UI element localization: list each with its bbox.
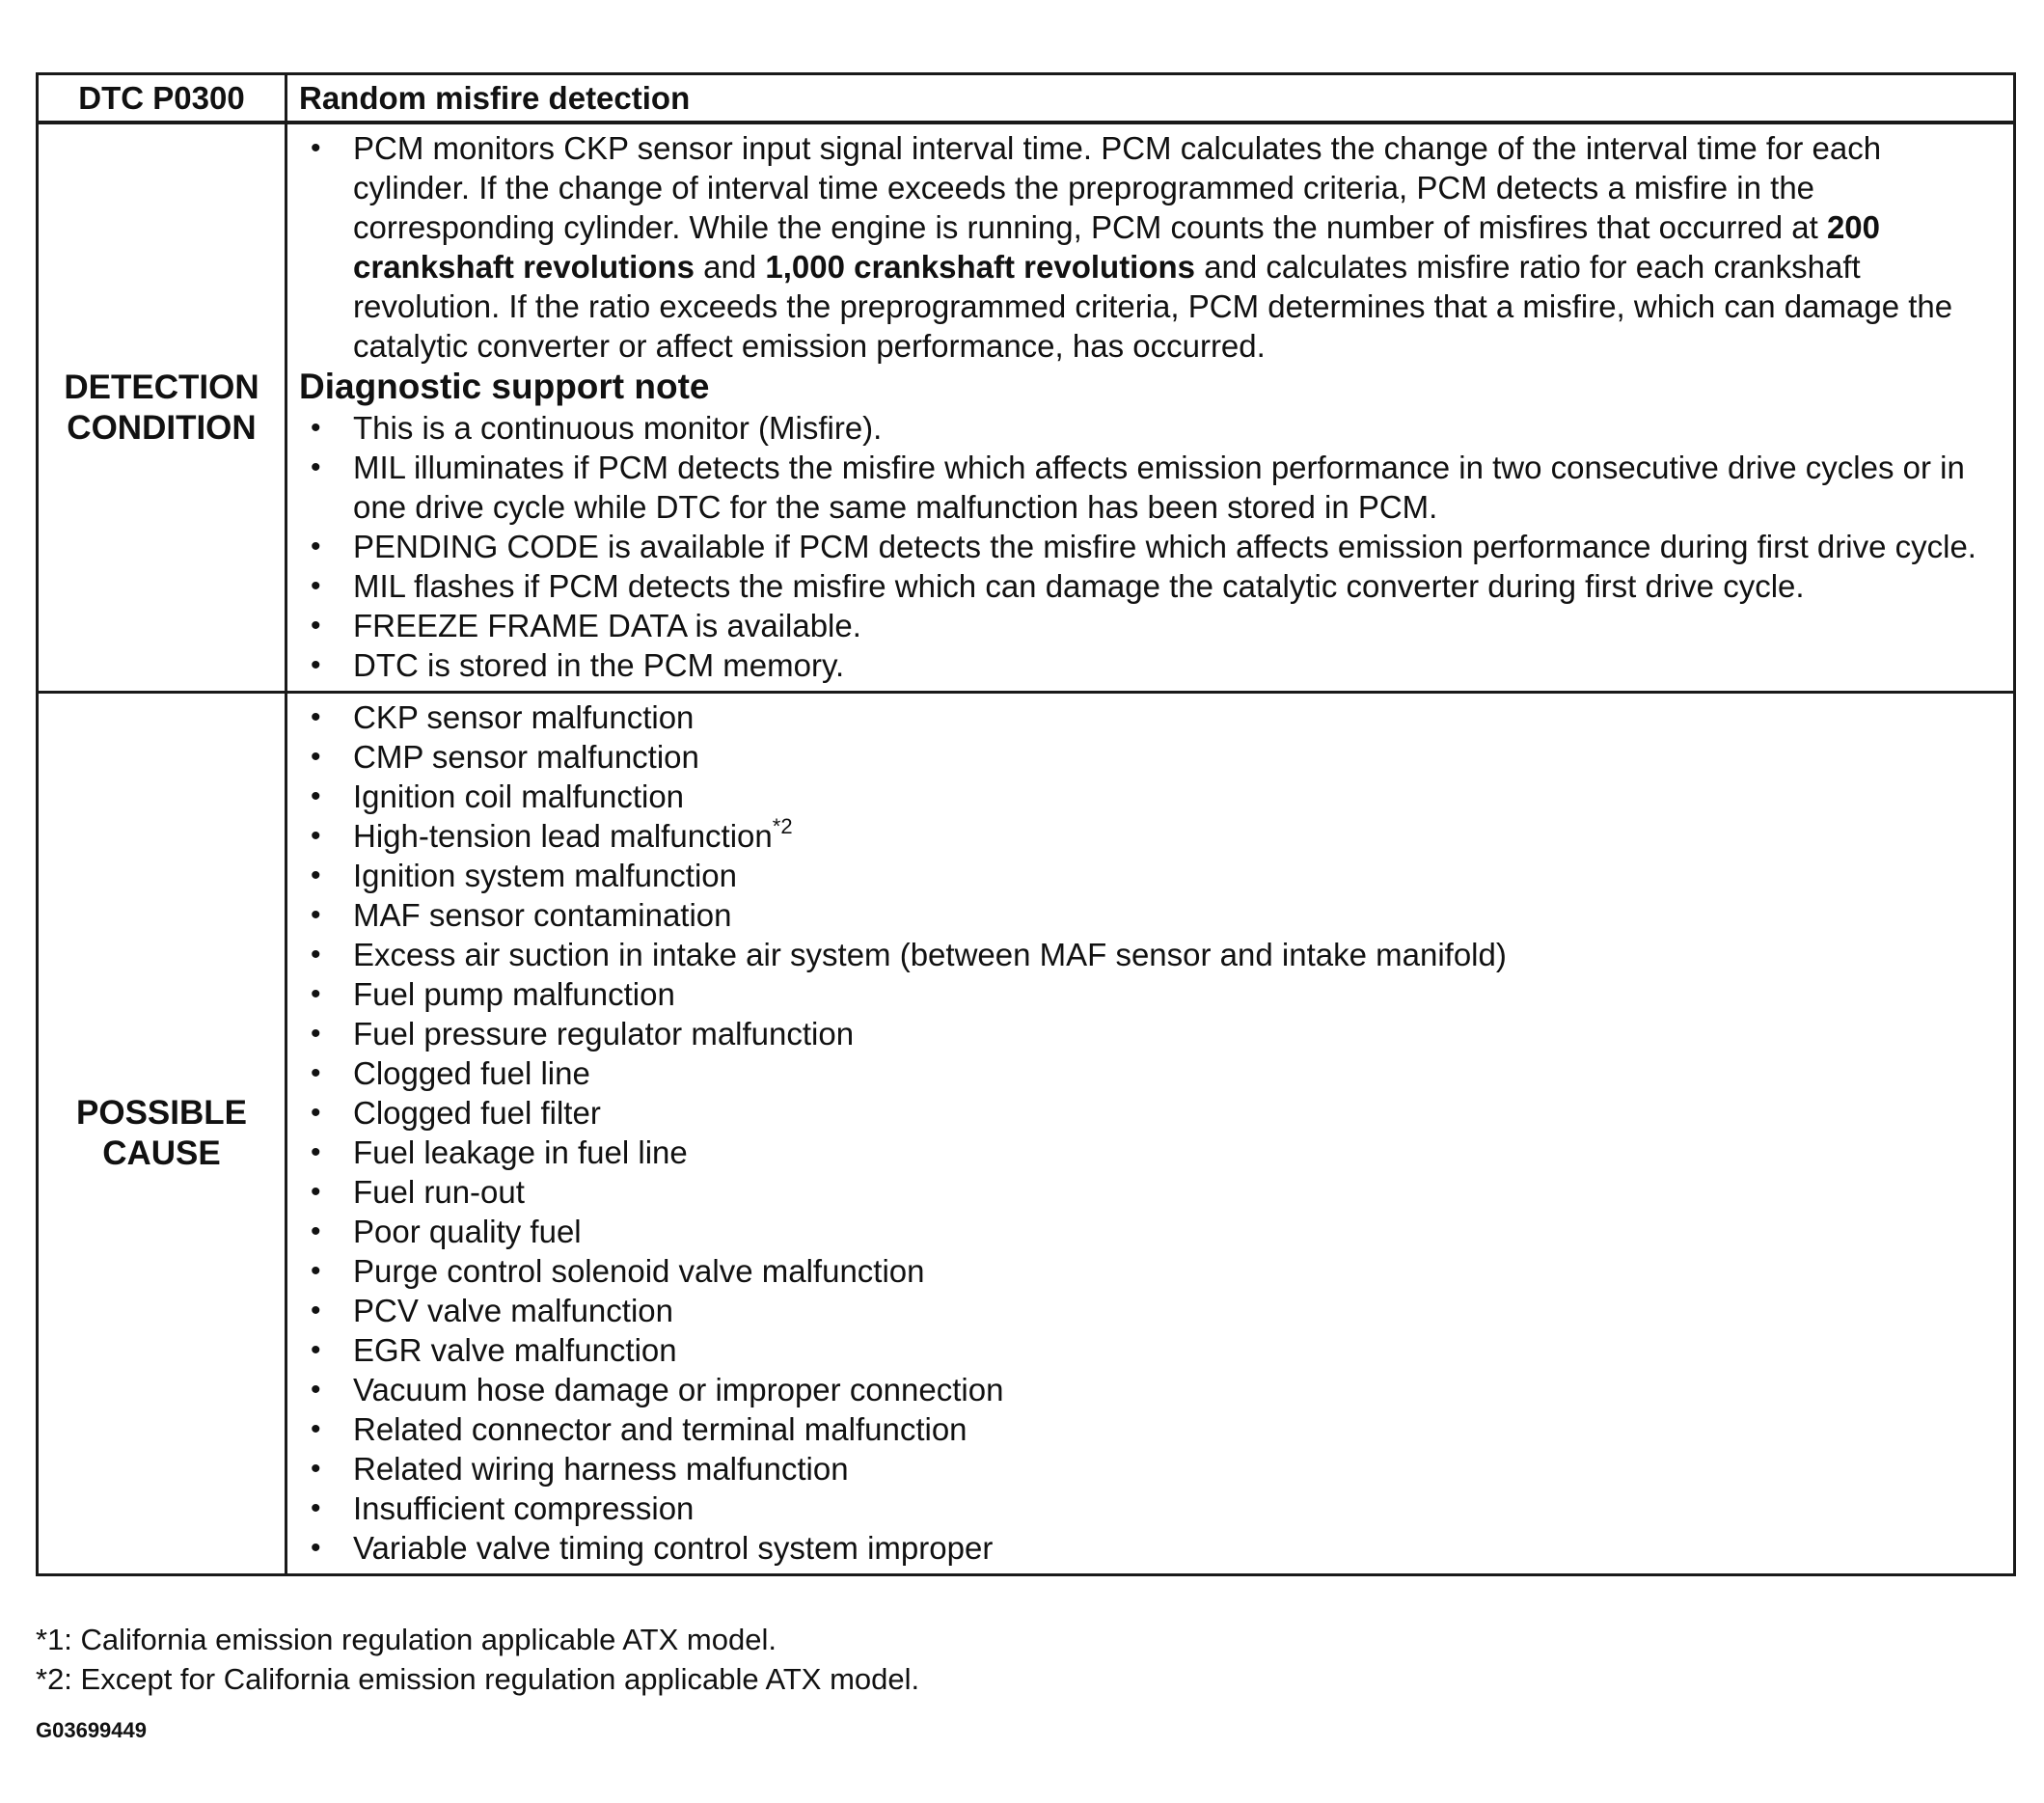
possible-cause-label xyxy=(38,693,286,1575)
footnote-marker: *2 xyxy=(772,814,793,838)
table-header-row xyxy=(38,74,2015,123)
detection-condition-label xyxy=(38,123,286,693)
list-item: • Related wiring harness malfunction xyxy=(299,1449,1994,1489)
footnote-2: *2: Except for California emission regulation applicable ATX model. xyxy=(36,1662,920,1696)
list-item: • CMP sensor malfunction xyxy=(299,737,1994,777)
possible-cause-list xyxy=(299,697,1994,1568)
list-item: • EGR valve malfunction xyxy=(299,1330,1994,1370)
list-item: • Poor quality fuel xyxy=(299,1212,1994,1251)
list-item: • PENDING CODE is available if PCM detects the misfire which affects emission performance during first drive cycle. xyxy=(299,527,1994,566)
possible-cause-label-line1: POSSIBLE xyxy=(76,1094,247,1132)
list-item: • MIL flashes if PCM detects the misfire which can damage the catalytic converter during first drive cycle. xyxy=(299,566,1994,606)
list-item: • FREEZE FRAME DATA is available. xyxy=(299,606,1994,645)
list-item: • Purge control solenoid valve malfunction xyxy=(299,1251,1994,1291)
list-item: • Ignition coil malfunction xyxy=(299,777,1994,816)
dtc-table xyxy=(36,72,2016,1576)
list-item: • DTC is stored in the PCM memory. xyxy=(299,645,1994,685)
list-item: • Fuel run-out xyxy=(299,1172,1994,1212)
detection-bold-200-revolutions: 200 crankshaft revolutions xyxy=(353,209,1880,285)
list-item: • Excess air suction in intake air system (between MAF sensor and intake manifold) xyxy=(299,935,1994,974)
detection-text-part2: and xyxy=(694,249,766,285)
dtc-code: DTC P0300 xyxy=(38,74,286,123)
detection-text-part1: PCM monitors CKP sensor input signal interval time. PCM calculates the change of the interval time for each cylinder. If the change of interval time exceeds the preprogrammed criteria, PCM detects a misfire in the corresponding cylinder. While the engine is running, PCM counts the number of misfires that occurred at xyxy=(353,130,1882,245)
detection-text-part3: and calculates misfire ratio for each crankshaft revolution. If the ratio exceeds the preprogrammed criteria, PCM determines that a misfire, which can damage the catalytic converter or affect emission performance, has occurred. xyxy=(353,249,1953,364)
detection-condition-row xyxy=(38,123,2015,693)
detection-condition-content xyxy=(286,123,2015,693)
list-item: • Fuel pressure regulator malfunction xyxy=(299,1014,1994,1053)
list-item: • MAF sensor contamination xyxy=(299,895,1994,935)
list-item: • Clogged fuel filter xyxy=(299,1093,1994,1133)
detection-bold-1000-revolutions: 1,000 crankshaft revolutions xyxy=(765,249,1196,285)
footnote-1: *1: California emission regulation applicable ATX model. xyxy=(36,1623,777,1656)
possible-cause-row xyxy=(38,693,2015,1575)
footnotes xyxy=(36,1620,919,1699)
dtc-title: Random misfire detection xyxy=(286,74,2015,123)
list-item: • Variable valve timing control system improper xyxy=(299,1528,1994,1568)
detection-label-line2: CONDITION xyxy=(67,408,257,447)
possible-cause-label-line2: CAUSE xyxy=(102,1134,221,1172)
possible-cause-content xyxy=(286,693,2015,1575)
list-item: • MIL illuminates if PCM detects the misfire which affects emission performance in two consecutive drive cycles or in one drive cycle while DTC for the same malfunction has been stored in PCM. xyxy=(299,448,1994,527)
list-item: • Fuel pump malfunction xyxy=(299,974,1994,1014)
cause-high-tension-lead: High-tension lead malfunction xyxy=(353,818,773,854)
list-item xyxy=(299,816,1994,856)
list-item: • CKP sensor malfunction xyxy=(299,697,1994,737)
detection-label-line1: DETECTION xyxy=(64,368,259,406)
list-item: • Insufficient compression xyxy=(299,1489,1994,1528)
diagnostic-support-heading: Diagnostic support note xyxy=(299,367,710,406)
detection-main-bullet xyxy=(299,128,1994,366)
figure-id: G03699449 xyxy=(36,1718,147,1742)
list-item: • Ignition system malfunction xyxy=(299,856,1994,895)
list-item: • Clogged fuel line xyxy=(299,1053,1994,1093)
list-item: • This is a continuous monitor (Misfire). xyxy=(299,408,1994,448)
list-item: • Vacuum hose damage or improper connection xyxy=(299,1370,1994,1409)
list-item: • PCV valve malfunction xyxy=(299,1291,1994,1330)
detection-main-list xyxy=(299,128,1994,366)
diagnostic-support-list xyxy=(299,408,1994,685)
list-item: • Related connector and terminal malfunction xyxy=(299,1409,1994,1449)
list-item: • Fuel leakage in fuel line xyxy=(299,1133,1994,1172)
